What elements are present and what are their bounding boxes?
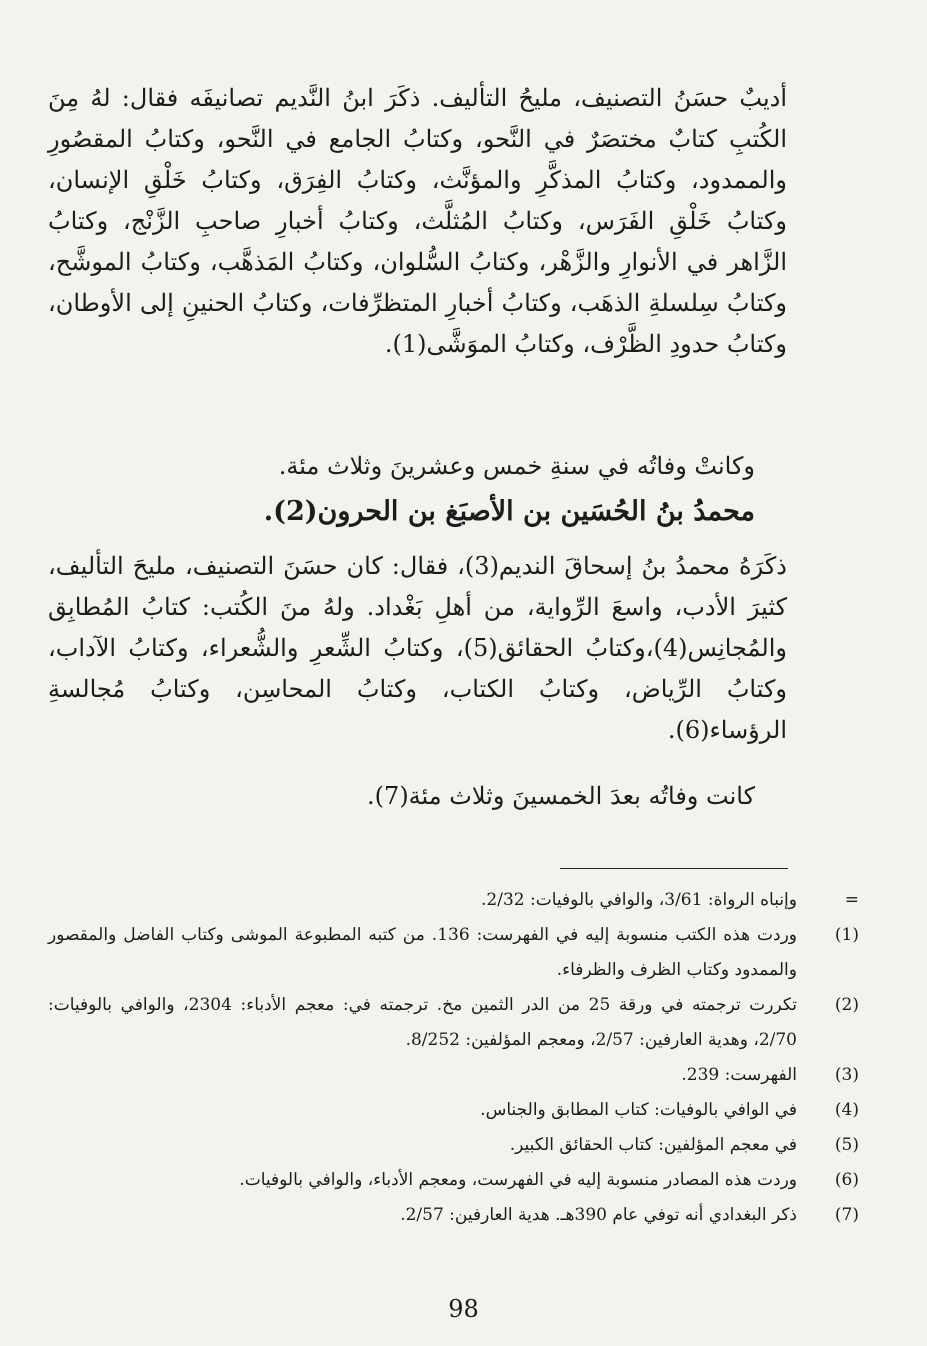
footnote-item: [48, 1128, 859, 1163]
footnote-item: [48, 988, 859, 1058]
footnote-item: [48, 1058, 859, 1093]
footnote-item: [48, 918, 859, 988]
footnote-text: تكررت ترجمته في ورقة 25 من الدر الثمين مخ. ترجمته في: معجم الأدباء: 2304، والوافي بالوفيات: 2/70، وهدية العارفين: 2/57، ومعجم المؤلفين: 8/252.: [48, 995, 797, 1050]
biography-paragraph-1: أديبٌ حسَنُ التصنيف، مليحُ التأليف. ذكَرَ ابنُ النَّديم تصانيفَه فقال: لهُ مِنَ الكُتبِ كتابٌ مختصَرٌ في النَّحو، وكتابُ الجامع في النَّحو، وكتابُ المقصُورِ والممدود، وكتابُ المذكَّرِ والمؤنَّث، وكتابُ الفِرَق، وكتابُ خَلْقِ الإنسان، وكتابُ خَلْقِ الفَرَس، وكتابُ المُثلَّث، وكتابُ أخبارِ صاحبِ الزَّنْج، وكتابُ الزَّاهر في الأنوارِ والزَّهْر، وكتابُ السُّلوان، وكتابُ المَذهَّب، وكتابُ الموشَّح، وكتابُ سِلسلةِ الذهَب، وكتابُ أخبارِ المتظرِّفات، وكتابُ الحنينِ إلى الأوطان، وكتابُ حدودِ الظَّرْف، وكتابُ الموَشَّى(1).: [48, 84, 788, 358]
footnote-text: في الوافي بالوفيات: كتاب المطابق والجناس.: [480, 1100, 797, 1120]
footnote-marker: (7): [834, 1205, 859, 1225]
footnote-divider: [560, 868, 788, 869]
footnote-text: وإنباه الرواة: 3/61، والوافي بالوفيات: 2/32.: [481, 890, 797, 910]
footnote-text: في معجم المؤلفين: كتاب الحقائق الكبير.: [509, 1135, 797, 1155]
footnote-marker: (5): [834, 1135, 859, 1155]
footnote-marker: (1): [834, 925, 859, 945]
footnote-marker: (4): [834, 1100, 859, 1120]
death-note-2: كانت وفاتُه بعدَ الخمسينَ وثلاث مئة(7).: [367, 782, 755, 810]
footnotes-list: [48, 883, 859, 1233]
footnote-item: [48, 1093, 859, 1128]
footnote-marker: =: [844, 890, 859, 910]
footnote-text: وردت هذه الكتب منسوبة إليه في الفهرست: 136. من كتبه المطبوعة الموشى وكتاب الفاضل والمقصور والممدود وكتاب الظرف والظرفاء.: [48, 925, 797, 980]
footnote-text: الفهرست: 239.: [681, 1065, 797, 1085]
footnote-marker: (2): [834, 995, 859, 1015]
page-number: 98: [448, 1295, 479, 1323]
death-note-1: وكانتْ وفاتُه في سنةِ خمس وعشرينَ وثلاث مئة.: [278, 452, 755, 480]
footnote-item: [48, 883, 859, 918]
footnote-marker: (6): [834, 1170, 859, 1190]
biography-paragraph-2: ذكَرَهُ محمدُ بنُ إسحاقَ النديم(3)، فقال: كان حسَنَ التصنيف، مليحَ التأليف، كثيرَ الأدب، واسعَ الرِّواية، من أهلِ بَغْداد. ولهُ منَ الكُتب: كتابُ المُطابِق والمُجانِس(4)،وكتابُ الحقائق(5)، وكتابُ الشِّعرِ والشُّعراء، وكتابُ الآداب، وكتابُ الرِّياض، وكتابُ الكتاب، وكتابُ المحاسِن، وكتابُ مُجالسةِ الرؤساء(6).: [48, 552, 787, 744]
footnote-item: [48, 1198, 859, 1233]
entry-heading: محمدُ بنُ الحُسَين بن الأصبَغ بن الحرون(2).: [263, 496, 755, 527]
footnote-item: [48, 1163, 859, 1198]
footnote-text: ذكر البغدادي أنه توفي عام 390هـ. هدية العارفين: 2/57.: [400, 1205, 797, 1225]
footnote-text: وردت هذه المصادر منسوبة إليه في الفهرست، ومعجم الأدباء، والوافي بالوفيات.: [239, 1170, 797, 1190]
footnote-marker: (3): [834, 1065, 859, 1085]
